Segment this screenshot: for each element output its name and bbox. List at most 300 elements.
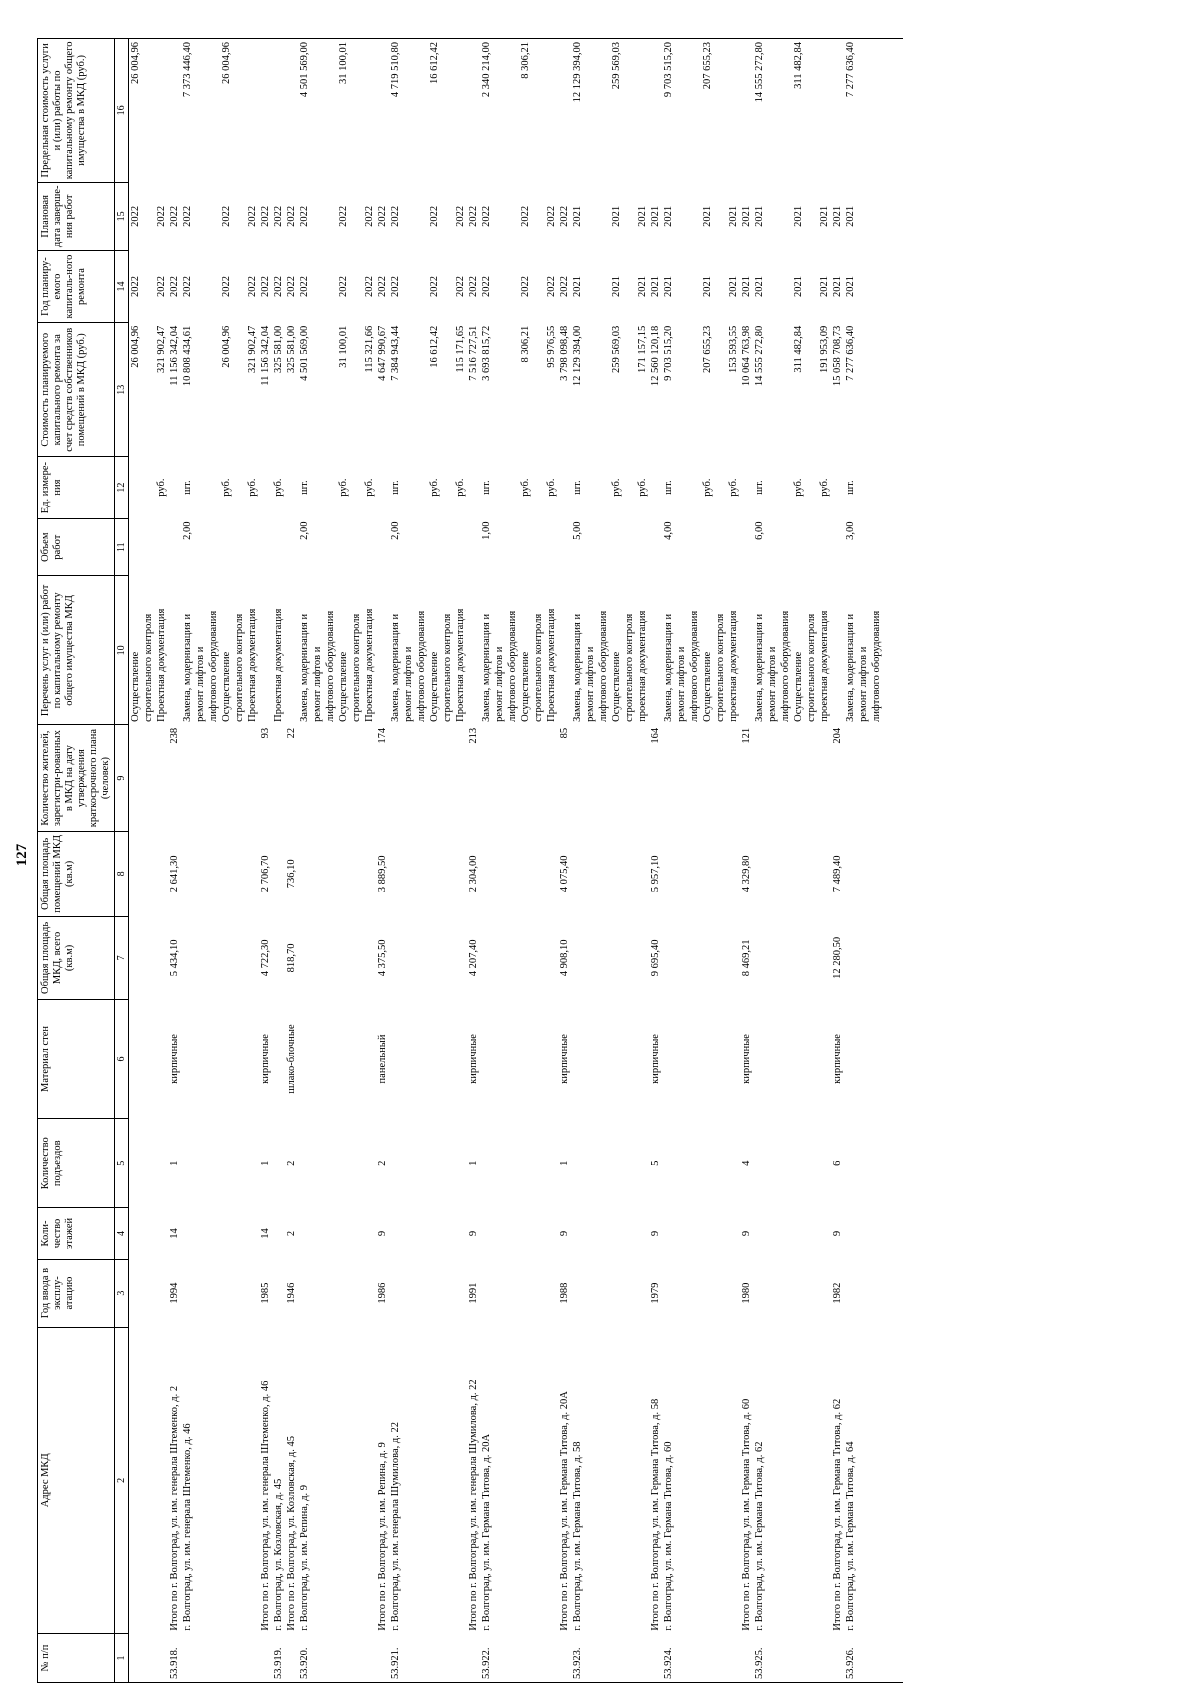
cell-residents [844, 725, 857, 831]
cell-wall-material [844, 999, 857, 1118]
cell-unit: руб. [793, 478, 804, 497]
cell-work-volume: 2,00 [390, 521, 401, 540]
cell-entrances [311, 1119, 324, 1208]
cell-work-volume [350, 518, 363, 575]
column-number: 8 [115, 831, 129, 916]
cell-entrances: 5 [650, 1160, 661, 1166]
cell-premises-area [220, 831, 233, 916]
cell-entrances [714, 1119, 727, 1208]
cell-repair-year: 2022 [273, 276, 284, 298]
cell-repair-year [350, 250, 363, 322]
cell-total-area [506, 916, 519, 999]
cell-work-volume [415, 518, 428, 575]
cell-premises-area [571, 831, 584, 916]
cell-floors [714, 1208, 727, 1259]
cell-repair-year: 2022 [429, 276, 440, 298]
cell-premises-area [233, 831, 246, 916]
cell-premises-area [155, 831, 168, 916]
cell-entrances [480, 1119, 493, 1208]
cell-cost [493, 323, 506, 457]
cell-address [675, 1327, 688, 1633]
cell-residents [272, 725, 285, 831]
cell-row-number [129, 1634, 143, 1683]
cell-unit [142, 457, 155, 519]
cell-year-built [701, 1259, 714, 1327]
cell-completion-date: 2022 [273, 205, 284, 227]
cell-total-area [844, 916, 857, 999]
cell-work-volume [675, 518, 688, 575]
cell-residents [233, 725, 246, 831]
column-number: 6 [115, 999, 129, 1118]
cell-address [155, 1327, 168, 1633]
cell-cost: 325 581,00 [286, 325, 297, 373]
cell-unit [766, 457, 779, 519]
column-header: Плановая дата заверше-ния работ [38, 182, 115, 250]
cell-max-cost: 26 004,96 [220, 39, 233, 183]
cell-address [636, 1327, 649, 1633]
cell-row-number [194, 1634, 207, 1683]
cell-completion-date: 2021 [754, 205, 765, 227]
cell-cost: 191 953,09 [819, 325, 830, 373]
cell-max-cost: 207 655,23 [701, 39, 714, 183]
cell-repair-year [493, 250, 506, 322]
cell-max-cost: 9 703 515,20 [662, 39, 675, 183]
cell-residents [311, 725, 324, 831]
cell-address [610, 1327, 623, 1633]
cell-work-type: строительного контроля [806, 613, 817, 722]
cell-floors [506, 1208, 519, 1259]
column-number: 4 [115, 1208, 129, 1259]
cell-residents [324, 725, 337, 831]
cell-max-cost [805, 39, 818, 183]
cell-row-number [324, 1634, 337, 1683]
cell-row-number [688, 1634, 701, 1683]
cell-work-type: ремонт лифтов и [858, 646, 869, 722]
cell-unit: руб. [364, 478, 375, 497]
cell-row-number: 53.926. [844, 1634, 857, 1683]
cell-total-area [155, 916, 168, 999]
cell-work-type: строительного контроля [442, 613, 453, 722]
cell-floors [844, 1208, 857, 1259]
cell-total-area [298, 916, 311, 999]
cell-row-number [870, 1634, 903, 1683]
cell-repair-year [441, 250, 454, 322]
cell-entrances [441, 1119, 454, 1208]
cell-wall-material [597, 999, 610, 1118]
cell-max-cost [636, 39, 649, 183]
cell-unit [506, 457, 519, 519]
cell-address [402, 1327, 415, 1633]
table-row [285, 39, 298, 1683]
cell-wall-material [818, 999, 831, 1118]
cell-residents [480, 725, 493, 831]
cell-completion-date: 2022 [468, 205, 479, 227]
cell-address [207, 1327, 220, 1633]
cell-wall-material [506, 999, 519, 1118]
cell-unit: руб. [520, 478, 531, 497]
cell-floors [870, 1208, 903, 1259]
cell-total-area [753, 916, 766, 999]
cell-work-volume [376, 518, 389, 575]
cell-repair-year: 2022 [286, 276, 297, 298]
cell-address [142, 1327, 155, 1633]
cell-unit [740, 457, 753, 519]
cell-repair-year: 2022 [156, 276, 167, 298]
cell-unit [675, 457, 688, 519]
cell-residents [350, 725, 363, 831]
cell-work-volume [467, 518, 480, 575]
cell-max-cost [233, 39, 246, 183]
cell-max-cost: 26 004,96 [129, 39, 143, 183]
page-number: 127 [14, 843, 30, 867]
cell-max-cost: 12 129 394,00 [571, 39, 584, 183]
cell-premises-area [584, 831, 597, 916]
cell-max-cost [415, 39, 428, 183]
table-row [129, 39, 143, 1683]
cell-work-volume [233, 518, 246, 575]
cell-cost [311, 323, 324, 457]
cell-repair-year [207, 250, 220, 322]
cell-work-volume [337, 518, 350, 575]
cell-wall-material [766, 999, 779, 1118]
cell-cost: 10 064 763,98 [741, 325, 752, 387]
cell-wall-material [779, 999, 792, 1118]
cell-total-area: 4 207,40 [468, 939, 479, 977]
cell-residents [805, 725, 818, 831]
cell-repair-year [870, 250, 903, 322]
cell-entrances [805, 1119, 818, 1208]
cell-residents [701, 725, 714, 831]
cell-total-area [597, 916, 610, 999]
cell-entrances: 4 [741, 1160, 752, 1166]
cell-unit: шт. [182, 480, 193, 495]
cell-work-volume: 4,00 [663, 521, 674, 540]
cell-year-built [181, 1259, 194, 1327]
cell-wall-material [480, 999, 493, 1118]
cell-residents [714, 725, 727, 831]
table-row [454, 39, 467, 1683]
cell-residents: 85 [559, 727, 570, 739]
cell-wall-material [441, 999, 454, 1118]
cell-year-built [337, 1259, 350, 1327]
cell-year-built [155, 1259, 168, 1327]
table-row [389, 39, 402, 1683]
cell-work-type [558, 576, 571, 725]
cell-year-built: 1994 [169, 1282, 180, 1304]
cell-work-type: Проектная документация [455, 608, 466, 722]
cell-cost [415, 323, 428, 457]
cell-premises-area [701, 831, 714, 916]
cell-repair-year: 2022 [377, 276, 388, 298]
cell-max-cost [714, 39, 727, 183]
table-row [844, 39, 857, 1683]
cell-floors [480, 1208, 493, 1259]
cell-repair-year [584, 250, 597, 322]
cell-unit [311, 457, 324, 519]
cell-unit: шт. [845, 480, 856, 495]
cell-work-type: ремонт лифтов и [312, 646, 323, 722]
cell-work-type: строительного контроля [715, 613, 726, 722]
table-row [727, 39, 740, 1683]
cell-cost [714, 323, 727, 457]
cell-cost: 207 655,23 [702, 325, 713, 373]
cell-total-area [246, 916, 259, 999]
cell-entrances [415, 1119, 428, 1208]
cell-premises-area [844, 831, 857, 916]
cell-unit [597, 457, 610, 519]
cell-floors [194, 1208, 207, 1259]
cell-cost: 10 808 434,61 [182, 325, 193, 387]
cell-premises-area: 3 889,50 [377, 855, 388, 893]
cell-unit [129, 457, 143, 519]
cell-floors [298, 1208, 311, 1259]
cell-year-built [142, 1259, 155, 1327]
cell-wall-material: кирпичные [650, 1034, 661, 1084]
cell-completion-date: 2021 [728, 205, 739, 227]
cell-completion-date: 2021 [637, 205, 648, 227]
cell-floors [402, 1208, 415, 1259]
cell-premises-area: 2 706,70 [260, 855, 271, 893]
column-header: № п/п [38, 1634, 115, 1683]
cell-address [779, 1327, 792, 1633]
cell-year-built [584, 1259, 597, 1327]
cell-row-number [623, 1634, 636, 1683]
cell-total-area [272, 916, 285, 999]
cell-cost: 3 693 815,72 [481, 325, 492, 381]
column-number: 16 [115, 39, 129, 183]
cell-entrances [779, 1119, 792, 1208]
table-row [324, 39, 337, 1683]
cell-work-volume: 5,00 [572, 521, 583, 540]
cell-work-type: Осуществление [702, 651, 713, 722]
cell-total-area [454, 916, 467, 999]
cell-work-volume [441, 518, 454, 575]
cell-address [350, 1327, 363, 1633]
cell-residents [142, 725, 155, 831]
cell-total-area: 818,70 [286, 943, 297, 973]
cell-unit: руб. [273, 478, 284, 497]
cell-residents: 121 [741, 727, 752, 744]
cell-entrances [142, 1119, 155, 1208]
cell-max-cost [142, 39, 155, 183]
cell-year-built [415, 1259, 428, 1327]
table-row [337, 39, 350, 1683]
cell-max-cost: 4 501 569,00 [298, 39, 311, 183]
cell-row-number [740, 1634, 753, 1683]
cell-repair-year: 2022 [247, 276, 258, 298]
cell-floors [805, 1208, 818, 1259]
table-row [233, 39, 246, 1683]
cell-completion-date: 2021 [845, 205, 856, 227]
cell-completion-date [207, 182, 220, 250]
cell-wall-material [493, 999, 506, 1118]
column-header: Материал стен [38, 999, 115, 1118]
cell-cost [142, 323, 155, 457]
cell-premises-area: 4 329,80 [741, 855, 752, 893]
cell-year-built [688, 1259, 701, 1327]
cell-floors [454, 1208, 467, 1259]
cell-cost: 321 902,47 [247, 325, 258, 373]
cell-completion-date [402, 182, 415, 250]
cell-completion-date [233, 182, 246, 250]
cell-max-cost [870, 39, 903, 183]
cell-year-built [246, 1259, 259, 1327]
column-header: Общая площадь помещений МКД (кв.м) [38, 831, 115, 916]
cell-work-type: проектная документация [637, 610, 648, 722]
column-number: 11 [115, 518, 129, 575]
cell-floors [155, 1208, 168, 1259]
cell-row-number [207, 1634, 220, 1683]
cell-residents [792, 725, 805, 831]
cell-cost [207, 323, 220, 457]
cell-total-area [662, 916, 675, 999]
cell-max-cost [831, 39, 844, 183]
cell-cost [402, 323, 415, 457]
cell-completion-date [688, 182, 701, 250]
cell-year-built [272, 1259, 285, 1327]
cell-unit: шт. [754, 480, 765, 495]
cell-year-built [675, 1259, 688, 1327]
cell-max-cost [194, 39, 207, 183]
cell-work-type: Замена, модернизация и [182, 613, 193, 722]
cell-floors [233, 1208, 246, 1259]
cell-completion-date: 2022 [338, 205, 349, 227]
cell-floors [545, 1208, 558, 1259]
cell-max-cost [259, 39, 272, 183]
cell-work-type: Проектная документация [247, 608, 258, 722]
cell-wall-material [428, 999, 441, 1118]
cell-premises-area [714, 831, 727, 916]
cell-work-volume [220, 518, 233, 575]
cell-completion-date: 2021 [702, 205, 713, 227]
cell-max-cost [584, 39, 597, 183]
cell-residents [610, 725, 623, 831]
table-row [558, 39, 571, 1683]
cell-unit: руб. [455, 478, 466, 497]
cell-year-built [844, 1259, 857, 1327]
cell-premises-area: 736,10 [286, 859, 297, 889]
cell-premises-area [298, 831, 311, 916]
cell-work-volume [805, 518, 818, 575]
cell-completion-date [493, 182, 506, 250]
cell-work-volume [584, 518, 597, 575]
cell-max-cost: 4 719 510,80 [389, 39, 402, 183]
cell-completion-date [805, 182, 818, 250]
cell-work-type: лифтового оборудования [325, 610, 336, 722]
cell-row-number [805, 1634, 818, 1683]
cell-unit [831, 457, 844, 519]
cell-total-area [571, 916, 584, 999]
cell-year-built [636, 1259, 649, 1327]
cell-work-volume [779, 518, 792, 575]
cell-unit [168, 457, 181, 519]
table-row [506, 39, 519, 1683]
cell-unit [441, 457, 454, 519]
cell-wall-material [727, 999, 740, 1118]
cell-floors: 9 [468, 1230, 479, 1237]
cell-unit [259, 457, 272, 519]
cell-residents: 22 [286, 727, 297, 739]
cell-premises-area [532, 831, 545, 916]
cell-residents [246, 725, 259, 831]
cell-entrances [207, 1119, 220, 1208]
cell-premises-area [311, 831, 324, 916]
cell-max-cost: 311 482,84 [792, 39, 805, 183]
cell-year-built: 1986 [377, 1282, 388, 1304]
cell-unit [688, 457, 701, 519]
cell-year-built [532, 1259, 545, 1327]
cell-wall-material [623, 999, 636, 1118]
cell-premises-area [610, 831, 623, 916]
table-row [493, 39, 506, 1683]
cell-work-type: строительного контроля [234, 613, 245, 722]
cell-total-area: 4 375,50 [377, 939, 388, 977]
cell-work-volume [766, 518, 779, 575]
cell-completion-date: 2021 [793, 205, 804, 227]
cell-floors [610, 1208, 623, 1259]
cell-completion-date: 2022 [520, 205, 531, 227]
cell-max-cost [454, 39, 467, 183]
cell-work-volume [194, 518, 207, 575]
cell-address [688, 1327, 701, 1633]
cell-entrances [194, 1119, 207, 1208]
cell-premises-area [545, 831, 558, 916]
cell-completion-date: 2021 [650, 205, 661, 227]
cell-cost: 12 129 394,00 [572, 325, 583, 387]
cell-max-cost [155, 39, 168, 183]
cell-max-cost [246, 39, 259, 183]
cell-completion-date [311, 182, 324, 250]
cell-total-area [714, 916, 727, 999]
cell-repair-year [714, 250, 727, 322]
cell-wall-material [363, 999, 376, 1118]
cell-work-volume [714, 518, 727, 575]
cell-address: г. Волгоград, ул. им. Германа Титова, д. 60 [663, 1441, 674, 1631]
cell-year-built [857, 1259, 870, 1327]
cell-wall-material [324, 999, 337, 1118]
cell-total-area [311, 916, 324, 999]
cell-address: Итого по г. Волгоград, ул. им. Германа Титова, д. 62 [832, 1398, 843, 1631]
cell-premises-area [337, 831, 350, 916]
cell-completion-date [870, 182, 903, 250]
cell-completion-date [415, 182, 428, 250]
cell-work-volume [610, 518, 623, 575]
cell-repair-year: 2021 [572, 276, 583, 298]
cell-completion-date [441, 182, 454, 250]
column-number: 13 [115, 323, 129, 457]
cell-row-number [415, 1634, 428, 1683]
cell-year-built [610, 1259, 623, 1327]
cell-work-volume [493, 518, 506, 575]
cell-entrances [389, 1119, 402, 1208]
cell-address: г. Волгоград, ул. Козловская, д. 45 [273, 1478, 284, 1631]
cell-total-area [142, 916, 155, 999]
cell-residents: 93 [260, 727, 271, 739]
cell-work-volume [506, 518, 519, 575]
cell-address: Итого по г. Волгоград, ул. им. Репина, д. 9 [377, 1442, 388, 1631]
cell-completion-date: 2022 [156, 205, 167, 227]
table-row [519, 39, 532, 1683]
cell-work-type [649, 576, 662, 725]
cell-entrances [597, 1119, 610, 1208]
cell-repair-year: 2021 [832, 276, 843, 298]
table-row [298, 39, 311, 1683]
cell-address [701, 1327, 714, 1633]
cell-work-volume [519, 518, 532, 575]
cell-unit [285, 457, 298, 519]
cell-address [727, 1327, 740, 1633]
cell-entrances [519, 1119, 532, 1208]
